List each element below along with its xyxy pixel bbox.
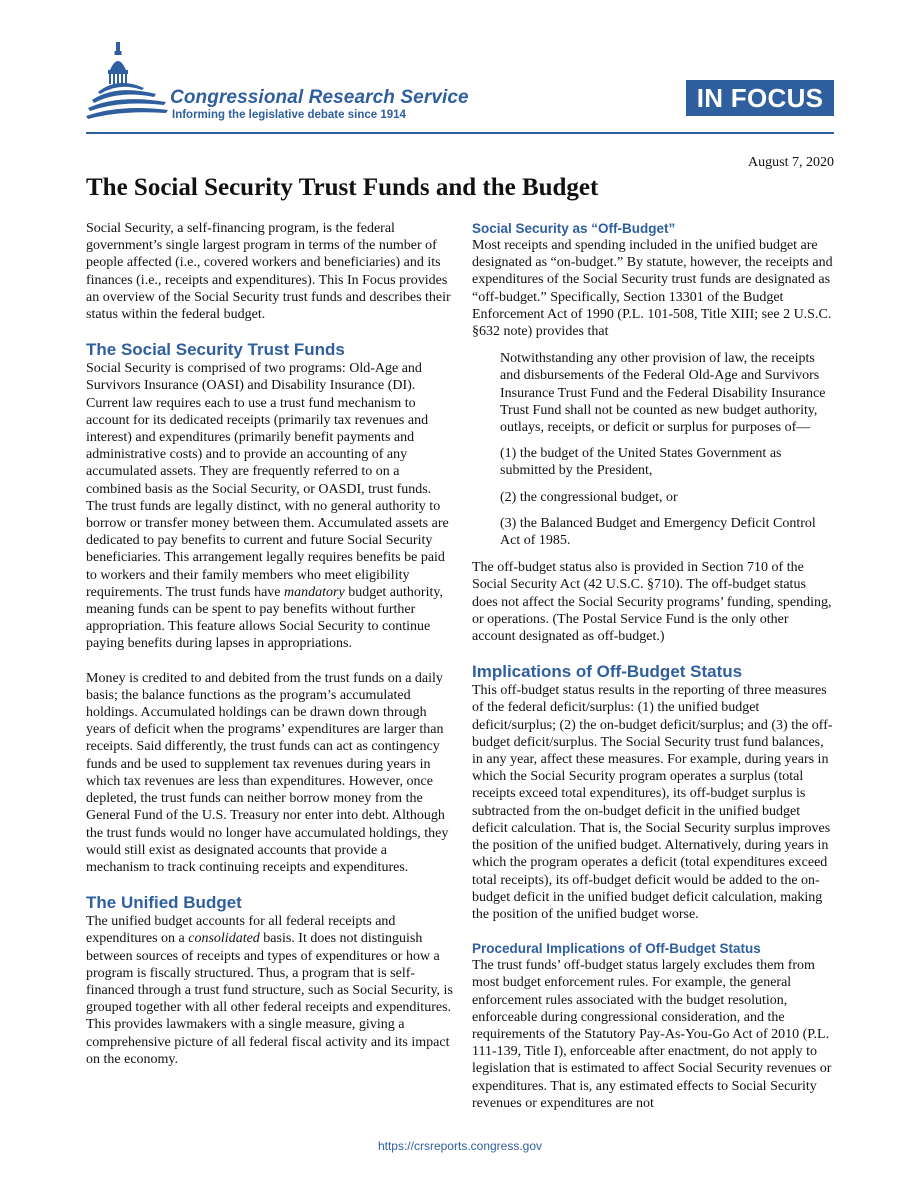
heading-implications: Implications of Off-Budget Status bbox=[472, 662, 743, 682]
implications-paragraph: This off-budget status results in the reporting of three measures of the federal deficit/surplus: (1) the unified budget deficit/surplus; (2) the on-budget deficit/surplus; and (3) the off-budget deficit/surplus. The Social Security trust fund balances, in any year, affect these measures. For example, during years in which the Social Security program operates a surplus (total receipts exceed total expenditures), its off-budget surplus is subtracted from the on-budget deficit in the unified budget deficit calculation. That is, the Social Security surplus improves the position of the unified budget. Alternatively, during years in which the program operates a deficit (total expenditures exceed total receipts), its off-budget deficit would be added to the on-budget deficit in the unified budget deficit calculation, making the position of the unified budget worse. bbox=[472, 683, 833, 922]
off-budget-paragraph-2: The off-budget status also is provided in Section 710 of the Social Security Act (42 U.S.C. §710). The off-budget status does not affect the Social Security programs’ funding, spending, or operations. (The Postal Service Fund is the only other account designated as off-budget.) bbox=[472, 560, 832, 645]
header bbox=[0, 0, 920, 140]
quote-item-1: (1) the budget of the United States Government as submitted by the President, bbox=[500, 446, 782, 479]
quote-paragraph-1: Notwithstanding any other provision of law, the receipts and disbursements of the Federal Old-Age and Survivors Insurance Trust Fund and the Federal Disability Insurance Trust Fund shall not be counted as new budget authority, outlays, receipts, or deficit or surplus for purposes of— bbox=[500, 351, 826, 436]
trust-funds-paragraph-2: Money is credited to and debited from the trust funds on a daily basis; the balance functions as the program’s accumulated holdings. Accumulated holdings can be drawn down through years of deficit when the programs’ expenditures are larger than receipts. Said differently, the trust funds can act as contingency funds and be used to supplement tax revenues during years in which tax revenues are less than expenditures. However, once depleted, the trust funds can neither borrow money from the General Fund of the U.S. Treasury nor enter into debt. Although the trust funds would no longer have accumulated holdings, they would still exist as designated accounts that provide a mechanism to track continuing receipts and expenditures. bbox=[86, 670, 449, 875]
capitol-dome-logo-icon bbox=[84, 40, 168, 122]
quote-item-3: (3) the Balanced Budget and Emergency Deficit Control Act of 1985. bbox=[500, 515, 816, 549]
in-focus-badge: IN FOCUS bbox=[686, 80, 834, 116]
heading-procedural-implications: Procedural Implications of Off-Budget Status bbox=[472, 941, 761, 957]
footer-url-link[interactable]: https://crsreports.congress.gov bbox=[377, 1139, 543, 1153]
unified-budget-paragraph: The unified budget accounts for all federal receipts and expenditures on a consolidated basis. It does not distinguish between sources of receipts and types of expenditures or how a program is fiscally structured. Thus, a program that is self-financed through a trust fund structure, such as Social Security, is grouped together with all other federal receipts and expenditures. This provides lawmakers with a single measure, giving a comprehensive picture of all federal fiscal activity and its impact on the economy. bbox=[86, 914, 453, 1067]
emphasis-consolidated: consolidated bbox=[188, 931, 260, 947]
trust-funds-paragraph-1: Social Security is comprised of two programs: Old-Age and Survivors Insurance (OASI) and Disability Insurance (DI). Current law requires each to use a trust fund mechanism to account for its dedicated receipts (primarily tax revenues and interest) and expenditures (primarily benefit payments and administrative costs) and to provide an accounting of any accumulated assets. They are frequently referred to on a combined basis as the Social Security, or OASDI, trust funds. The trust funds are legally distinct, with no general authority to borrow or transfer money between them. Accumulated assets are dedicated to pay benefits to current and future Social Security beneficiaries. This arrangement legally requires benefits be paid to workers and their family members who meet eligibility requirements. The trust funds have mandatory budget authority, meaning funds can be spent to pay benefits without further appropriation. This feature allows Social Security to continue paying benefits during lapses in appropriations. bbox=[86, 361, 449, 652]
off-budget-paragraph-1: Most receipts and spending included in the unified budget are designated as “on-budget.” By statute, however, the receipts and expenditures of the Social Security trust funds are designated as “off-budget.” Specifically, Section 13301 of the Budget Enforcement Act of 1990 (P.L. 101-508, Title XIII; see 2 U.S.C. §632 note) provides that bbox=[472, 238, 833, 340]
publication-date: August 7, 2020 bbox=[748, 155, 834, 170]
org-name: Congressional Research Service bbox=[170, 87, 469, 108]
quote-item-2: (2) the congressional budget, or bbox=[500, 489, 678, 505]
statute-quote bbox=[500, 350, 834, 549]
left-column bbox=[86, 220, 454, 1085]
heading-off-budget: Social Security as “Off-Budget” bbox=[472, 221, 676, 236]
heading-trust-funds: The Social Security Trust Funds bbox=[86, 340, 345, 360]
emphasis-mandatory: mandatory bbox=[284, 584, 345, 600]
intro-paragraph: Social Security, a self-financing program, is the federal government’s single largest program in terms of the number of people affected (i.e., covered workers and beneficiaries) and its finances (i.e., receipts and expenditures). This In Focus provides an overview of the Social Security trust funds and describes their status within the federal budget. bbox=[86, 221, 451, 323]
org-tagline: Informing the legislative debate since 1914 bbox=[172, 109, 406, 121]
header-divider bbox=[86, 132, 834, 134]
page-title: The Social Security Trust Funds and the Budget bbox=[86, 174, 599, 201]
right-column bbox=[472, 220, 834, 1112]
heading-unified-budget: The Unified Budget bbox=[86, 893, 242, 913]
procedural-paragraph: The trust funds’ off-budget status largely excludes them from most budget enforcement rules. For example, the general enforcement rules associated with the budget resolution, enforceable during congressional consideration, and the requirements of the Statutory Pay-As-You-Go Act of 2010 (P.L. 111-139, Title I), enforceable after enactment, do not apply to legislation that is estimated to affect Social Security revenues or expenditures. That is, any estimated effects to Social Security revenues or expenditures are not bbox=[472, 958, 832, 1111]
